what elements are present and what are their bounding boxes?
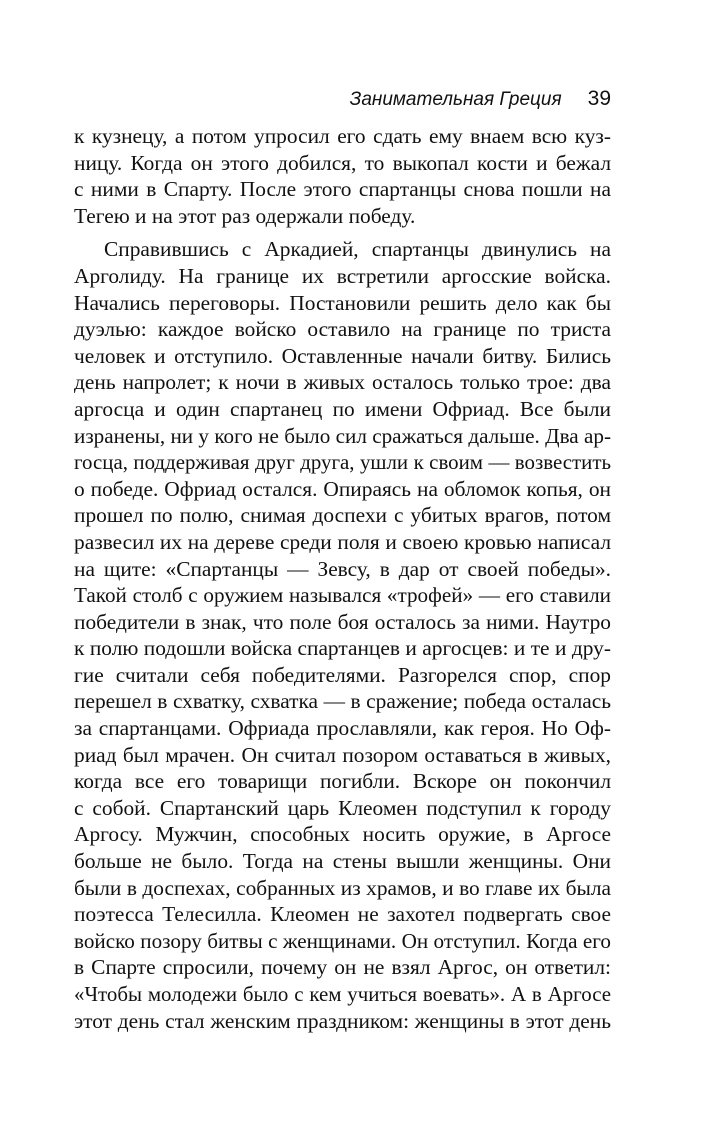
text-line: аргосца и один спартанец по имени Офриад. Все были (74, 396, 611, 421)
text-line: ницу. Когда он этого добился, то выкопал кости и бежал (74, 150, 611, 175)
text-line: Тегею и на этот раз одержали победу. (74, 203, 416, 228)
text-line: изранены, ни у кого не было сил сражаться дальше. Два ар- (74, 423, 611, 448)
paragraph-gap (74, 229, 611, 236)
text-line: день напролет; к ночи в живых осталось только трое: два (74, 370, 611, 395)
text-line: в Спарте спросили, почему он не взял Аргос, он ответил: (74, 955, 611, 980)
text-line: поэтесса Телесилла. Клеомен не захотел подвергать свое (74, 902, 611, 927)
text-line: развесил их на дереве среди поля и своею кровью написал (74, 529, 611, 554)
text-line: войско позору битвы с женщинами. Он отступил. Когда его (74, 928, 611, 953)
running-head-title: Занимательная Греция (349, 89, 562, 110)
text-line: гие считали себя победителями. Разгорелся спор, спор (74, 662, 611, 687)
text-line: Справившись с Аркадией, спартанцы двинулись на (104, 237, 611, 262)
text-line: больше не было. Тогда на стены вышли женщины. Они (74, 849, 611, 874)
running-head (74, 84, 611, 114)
text-line: Арголиду. На границе их встретили аргосские войска. (74, 263, 611, 288)
text-line: этот день стал женским праздником: женщины в этот день (74, 1008, 611, 1033)
text-line: госца, поддерживая друг друга, ушли к своим — возвестить (74, 450, 611, 475)
text-line: победители в знак, что поле боя осталось за ними. Наутро (74, 609, 611, 634)
paragraph-2 (74, 236, 611, 1034)
text-line: Начались переговоры. Постановили решить дело как бы (74, 290, 611, 315)
page-number: 39 (587, 87, 611, 110)
text-line: перешел в схватку, схватка — в сражение; победа осталась (74, 689, 611, 714)
text-line: были в доспехах, собранных из храмов, и во главе их была (74, 875, 611, 900)
text-line: Аргосу. Мужчин, способных носить оружие, в Аргосе (74, 822, 611, 847)
text-line: о победе. Офриад остался. Опираясь на обломок копья, он (74, 476, 611, 501)
text-line: к полю подошли войска спартанцев и аргосцев: и те и дру- (74, 636, 611, 661)
text-line: «Чтобы молодежи было с кем учиться воевать». А в Аргосе (74, 982, 611, 1006)
text-line: с ними в Спарту. После этого спартанцы снова пошли на (74, 177, 611, 202)
text-line: человек и отступило. Оставленные начали битву. Бились (74, 343, 611, 368)
text-line: с собой. Спартанский царь Клеомен подступил к городу (74, 795, 611, 820)
text-line: прошел по полю, снимая доспехи с убитых врагов, потом (74, 503, 611, 528)
text-line: на щите: «Спартанцы — Зевсу, в дар от своей победы». (74, 556, 611, 581)
text-line: к кузнецу, а потом упросил его сдать ему внаем всю куз- (74, 124, 611, 148)
text-line: Такой столб с оружием назывался «трофей» — его ставили (74, 583, 611, 608)
text-line: дуэлью: каждое войско оставило на границе по триста (74, 317, 611, 342)
body-text (74, 123, 611, 1034)
text-line: когда все его товарищи погибли. Вскоре он покончил (74, 769, 611, 794)
text-line: риад был мрачен. Он считал позором оставаться в живых, (74, 742, 611, 767)
text-line: за спартанцами. Офриада прославляли, как героя. Но Оф- (74, 716, 611, 741)
paragraph-1 (74, 123, 611, 229)
